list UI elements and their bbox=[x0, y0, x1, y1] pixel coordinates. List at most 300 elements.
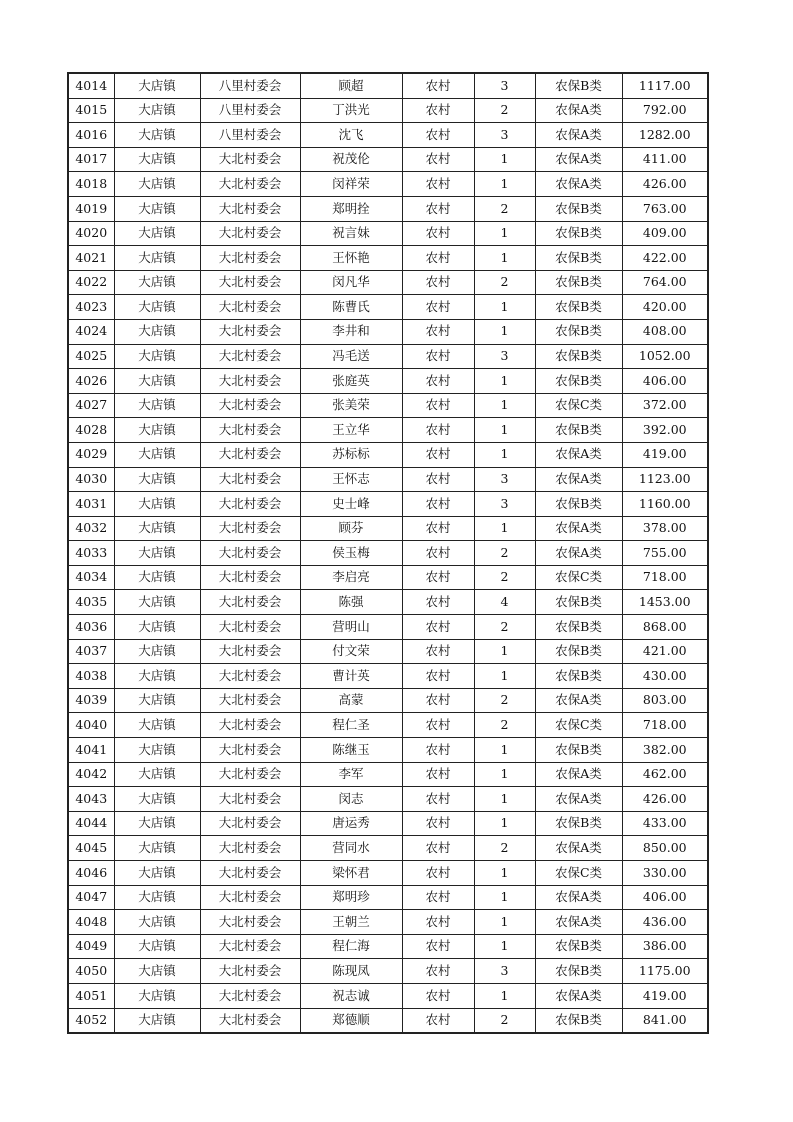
amount-cell: 436.00 bbox=[622, 910, 708, 935]
town-cell: 大店镇 bbox=[114, 738, 200, 763]
table-row bbox=[68, 811, 708, 836]
name-cell: 闵祥荣 bbox=[300, 172, 402, 197]
name-cell: 闵凡华 bbox=[300, 270, 402, 295]
name-cell: 王朝兰 bbox=[300, 910, 402, 935]
record-id-cell: 4048 bbox=[68, 910, 114, 935]
insurance-category-cell: 农保B类 bbox=[535, 196, 622, 221]
household-count-cell: 4 bbox=[474, 590, 535, 615]
insurance-category-cell: 农保B类 bbox=[535, 73, 622, 98]
town-cell: 大店镇 bbox=[114, 246, 200, 271]
insurance-category-cell: 农保B类 bbox=[535, 934, 622, 959]
table-row bbox=[68, 590, 708, 615]
record-id-cell: 4030 bbox=[68, 467, 114, 492]
household-count-cell: 2 bbox=[474, 688, 535, 713]
village-committee-cell: 大北村委会 bbox=[200, 861, 300, 886]
insurance-category-cell: 农保B类 bbox=[535, 664, 622, 689]
town-cell: 大店镇 bbox=[114, 565, 200, 590]
insurance-category-cell: 农保A类 bbox=[535, 172, 622, 197]
record-id-cell: 4020 bbox=[68, 221, 114, 246]
insurance-category-cell: 农保B类 bbox=[535, 221, 622, 246]
area-type-cell: 农村 bbox=[402, 959, 474, 984]
town-cell: 大店镇 bbox=[114, 319, 200, 344]
insurance-category-cell: 农保A类 bbox=[535, 885, 622, 910]
record-id-cell: 4015 bbox=[68, 98, 114, 123]
amount-cell: 764.00 bbox=[622, 270, 708, 295]
record-id-cell: 4034 bbox=[68, 565, 114, 590]
record-id-cell: 4029 bbox=[68, 442, 114, 467]
household-count-cell: 3 bbox=[474, 123, 535, 148]
amount-cell: 408.00 bbox=[622, 319, 708, 344]
household-count-cell: 3 bbox=[474, 492, 535, 517]
household-count-cell: 3 bbox=[474, 73, 535, 98]
amount-cell: 1160.00 bbox=[622, 492, 708, 517]
amount-cell: 419.00 bbox=[622, 983, 708, 1008]
town-cell: 大店镇 bbox=[114, 393, 200, 418]
table-row bbox=[68, 295, 708, 320]
name-cell: 程仁圣 bbox=[300, 713, 402, 738]
town-cell: 大店镇 bbox=[114, 147, 200, 172]
village-committee-cell: 大北村委会 bbox=[200, 147, 300, 172]
amount-cell: 868.00 bbox=[622, 615, 708, 640]
village-committee-cell: 大北村委会 bbox=[200, 615, 300, 640]
table-row bbox=[68, 492, 708, 517]
name-cell: 李启亮 bbox=[300, 565, 402, 590]
insurance-category-cell: 农保B类 bbox=[535, 639, 622, 664]
insurance-category-cell: 农保A类 bbox=[535, 123, 622, 148]
insurance-category-cell: 农保B类 bbox=[535, 369, 622, 394]
household-count-cell: 1 bbox=[474, 442, 535, 467]
name-cell: 祝言妹 bbox=[300, 221, 402, 246]
insurance-category-cell: 农保C类 bbox=[535, 713, 622, 738]
amount-cell: 430.00 bbox=[622, 664, 708, 689]
town-cell: 大店镇 bbox=[114, 369, 200, 394]
amount-cell: 420.00 bbox=[622, 295, 708, 320]
name-cell: 王立华 bbox=[300, 418, 402, 443]
village-committee-cell: 大北村委会 bbox=[200, 910, 300, 935]
village-committee-cell: 大北村委会 bbox=[200, 221, 300, 246]
village-committee-cell: 大北村委会 bbox=[200, 688, 300, 713]
table-row bbox=[68, 147, 708, 172]
village-committee-cell: 大北村委会 bbox=[200, 934, 300, 959]
town-cell: 大店镇 bbox=[114, 664, 200, 689]
household-count-cell: 2 bbox=[474, 615, 535, 640]
name-cell: 李军 bbox=[300, 762, 402, 787]
household-count-cell: 1 bbox=[474, 172, 535, 197]
insurance-category-cell: 农保A类 bbox=[535, 836, 622, 861]
town-cell: 大店镇 bbox=[114, 541, 200, 566]
village-committee-cell: 大北村委会 bbox=[200, 565, 300, 590]
name-cell: 苏标标 bbox=[300, 442, 402, 467]
insurance-category-cell: 农保A类 bbox=[535, 787, 622, 812]
amount-cell: 1052.00 bbox=[622, 344, 708, 369]
insurance-category-cell: 农保C类 bbox=[535, 393, 622, 418]
record-id-cell: 4014 bbox=[68, 73, 114, 98]
area-type-cell: 农村 bbox=[402, 885, 474, 910]
name-cell: 郑明珍 bbox=[300, 885, 402, 910]
name-cell: 丁洪光 bbox=[300, 98, 402, 123]
village-committee-cell: 大北村委会 bbox=[200, 885, 300, 910]
amount-cell: 850.00 bbox=[622, 836, 708, 861]
amount-cell: 1117.00 bbox=[622, 73, 708, 98]
record-id-cell: 4051 bbox=[68, 983, 114, 1008]
name-cell: 冯毛送 bbox=[300, 344, 402, 369]
area-type-cell: 农村 bbox=[402, 369, 474, 394]
area-type-cell: 农村 bbox=[402, 172, 474, 197]
town-cell: 大店镇 bbox=[114, 442, 200, 467]
table-row bbox=[68, 221, 708, 246]
area-type-cell: 农村 bbox=[402, 246, 474, 271]
town-cell: 大店镇 bbox=[114, 73, 200, 98]
household-count-cell: 1 bbox=[474, 393, 535, 418]
village-committee-cell: 大北村委会 bbox=[200, 541, 300, 566]
record-id-cell: 4044 bbox=[68, 811, 114, 836]
household-count-cell: 1 bbox=[474, 934, 535, 959]
name-cell: 陈继玉 bbox=[300, 738, 402, 763]
village-committee-cell: 大北村委会 bbox=[200, 270, 300, 295]
record-id-cell: 4031 bbox=[68, 492, 114, 517]
household-count-cell: 2 bbox=[474, 541, 535, 566]
record-id-cell: 4040 bbox=[68, 713, 114, 738]
household-count-cell: 2 bbox=[474, 270, 535, 295]
record-id-cell: 4018 bbox=[68, 172, 114, 197]
amount-cell: 1453.00 bbox=[622, 590, 708, 615]
name-cell: 李井和 bbox=[300, 319, 402, 344]
record-id-cell: 4024 bbox=[68, 319, 114, 344]
amount-cell: 421.00 bbox=[622, 639, 708, 664]
village-committee-cell: 大北村委会 bbox=[200, 787, 300, 812]
area-type-cell: 农村 bbox=[402, 196, 474, 221]
table-row bbox=[68, 787, 708, 812]
area-type-cell: 农村 bbox=[402, 738, 474, 763]
village-committee-cell: 大北村委会 bbox=[200, 590, 300, 615]
household-count-cell: 2 bbox=[474, 98, 535, 123]
village-committee-cell: 大北村委会 bbox=[200, 196, 300, 221]
table-row bbox=[68, 861, 708, 886]
record-id-cell: 4023 bbox=[68, 295, 114, 320]
insurance-category-cell: 农保A类 bbox=[535, 762, 622, 787]
amount-cell: 792.00 bbox=[622, 98, 708, 123]
household-count-cell: 3 bbox=[474, 959, 535, 984]
area-type-cell: 农村 bbox=[402, 615, 474, 640]
amount-cell: 433.00 bbox=[622, 811, 708, 836]
record-id-cell: 4019 bbox=[68, 196, 114, 221]
amount-cell: 1282.00 bbox=[622, 123, 708, 148]
household-count-cell: 1 bbox=[474, 910, 535, 935]
area-type-cell: 农村 bbox=[402, 934, 474, 959]
area-type-cell: 农村 bbox=[402, 221, 474, 246]
town-cell: 大店镇 bbox=[114, 811, 200, 836]
area-type-cell: 农村 bbox=[402, 787, 474, 812]
area-type-cell: 农村 bbox=[402, 713, 474, 738]
amount-cell: 406.00 bbox=[622, 885, 708, 910]
amount-cell: 386.00 bbox=[622, 934, 708, 959]
area-type-cell: 农村 bbox=[402, 1008, 474, 1033]
area-type-cell: 农村 bbox=[402, 270, 474, 295]
town-cell: 大店镇 bbox=[114, 983, 200, 1008]
amount-cell: 330.00 bbox=[622, 861, 708, 886]
insurance-category-cell: 农保B类 bbox=[535, 319, 622, 344]
table-row bbox=[68, 836, 708, 861]
insurance-category-cell: 农保B类 bbox=[535, 295, 622, 320]
table-row bbox=[68, 983, 708, 1008]
table-row bbox=[68, 688, 708, 713]
name-cell: 高蒙 bbox=[300, 688, 402, 713]
village-committee-cell: 大北村委会 bbox=[200, 369, 300, 394]
town-cell: 大店镇 bbox=[114, 910, 200, 935]
town-cell: 大店镇 bbox=[114, 492, 200, 517]
household-count-cell: 1 bbox=[474, 664, 535, 689]
table-row bbox=[68, 664, 708, 689]
insurance-category-cell: 农保A类 bbox=[535, 467, 622, 492]
village-committee-cell: 大北村委会 bbox=[200, 418, 300, 443]
table-row bbox=[68, 959, 708, 984]
record-id-cell: 4025 bbox=[68, 344, 114, 369]
insurance-category-cell: 农保B类 bbox=[535, 959, 622, 984]
name-cell: 郑明拴 bbox=[300, 196, 402, 221]
area-type-cell: 农村 bbox=[402, 98, 474, 123]
amount-cell: 426.00 bbox=[622, 172, 708, 197]
area-type-cell: 农村 bbox=[402, 762, 474, 787]
name-cell: 郑德顺 bbox=[300, 1008, 402, 1033]
record-id-cell: 4037 bbox=[68, 639, 114, 664]
roster-table bbox=[67, 72, 709, 1034]
amount-cell: 406.00 bbox=[622, 369, 708, 394]
record-id-cell: 4039 bbox=[68, 688, 114, 713]
name-cell: 王怀志 bbox=[300, 467, 402, 492]
town-cell: 大店镇 bbox=[114, 713, 200, 738]
village-committee-cell: 大北村委会 bbox=[200, 983, 300, 1008]
name-cell: 付文荣 bbox=[300, 639, 402, 664]
record-id-cell: 4028 bbox=[68, 418, 114, 443]
town-cell: 大店镇 bbox=[114, 787, 200, 812]
record-id-cell: 4017 bbox=[68, 147, 114, 172]
town-cell: 大店镇 bbox=[114, 639, 200, 664]
table-row bbox=[68, 910, 708, 935]
table-row bbox=[68, 73, 708, 98]
insurance-category-cell: 农保B类 bbox=[535, 270, 622, 295]
household-count-cell: 2 bbox=[474, 713, 535, 738]
household-count-cell: 1 bbox=[474, 418, 535, 443]
household-count-cell: 1 bbox=[474, 319, 535, 344]
table-row bbox=[68, 369, 708, 394]
area-type-cell: 农村 bbox=[402, 147, 474, 172]
name-cell: 张美荣 bbox=[300, 393, 402, 418]
record-id-cell: 4052 bbox=[68, 1008, 114, 1033]
town-cell: 大店镇 bbox=[114, 418, 200, 443]
village-committee-cell: 大北村委会 bbox=[200, 738, 300, 763]
amount-cell: 718.00 bbox=[622, 565, 708, 590]
household-count-cell: 2 bbox=[474, 565, 535, 590]
record-id-cell: 4021 bbox=[68, 246, 114, 271]
table-row bbox=[68, 565, 708, 590]
household-count-cell: 1 bbox=[474, 147, 535, 172]
insurance-category-cell: 农保A类 bbox=[535, 516, 622, 541]
table-row bbox=[68, 442, 708, 467]
table-row bbox=[68, 246, 708, 271]
record-id-cell: 4026 bbox=[68, 369, 114, 394]
name-cell: 唐运秀 bbox=[300, 811, 402, 836]
household-count-cell: 1 bbox=[474, 762, 535, 787]
village-committee-cell: 大北村委会 bbox=[200, 516, 300, 541]
table-row bbox=[68, 418, 708, 443]
amount-cell: 1175.00 bbox=[622, 959, 708, 984]
name-cell: 顾芬 bbox=[300, 516, 402, 541]
record-id-cell: 4016 bbox=[68, 123, 114, 148]
name-cell: 陈强 bbox=[300, 590, 402, 615]
table-row bbox=[68, 98, 708, 123]
area-type-cell: 农村 bbox=[402, 688, 474, 713]
town-cell: 大店镇 bbox=[114, 196, 200, 221]
table-row bbox=[68, 885, 708, 910]
insurance-category-cell: 农保B类 bbox=[535, 492, 622, 517]
area-type-cell: 农村 bbox=[402, 861, 474, 886]
insurance-category-cell: 农保A类 bbox=[535, 147, 622, 172]
table-row bbox=[68, 467, 708, 492]
table-row bbox=[68, 172, 708, 197]
area-type-cell: 农村 bbox=[402, 983, 474, 1008]
amount-cell: 422.00 bbox=[622, 246, 708, 271]
amount-cell: 372.00 bbox=[622, 393, 708, 418]
village-committee-cell: 大北村委会 bbox=[200, 492, 300, 517]
table-row bbox=[68, 1008, 708, 1033]
insurance-category-cell: 农保A类 bbox=[535, 688, 622, 713]
record-id-cell: 4043 bbox=[68, 787, 114, 812]
name-cell: 顾超 bbox=[300, 73, 402, 98]
insurance-category-cell: 农保A类 bbox=[535, 910, 622, 935]
amount-cell: 462.00 bbox=[622, 762, 708, 787]
household-count-cell: 1 bbox=[474, 861, 535, 886]
household-count-cell: 1 bbox=[474, 983, 535, 1008]
household-count-cell: 1 bbox=[474, 787, 535, 812]
record-id-cell: 4041 bbox=[68, 738, 114, 763]
household-count-cell: 1 bbox=[474, 639, 535, 664]
area-type-cell: 农村 bbox=[402, 442, 474, 467]
amount-cell: 382.00 bbox=[622, 738, 708, 763]
household-count-cell: 2 bbox=[474, 196, 535, 221]
town-cell: 大店镇 bbox=[114, 270, 200, 295]
village-committee-cell: 大北村委会 bbox=[200, 664, 300, 689]
village-committee-cell: 大北村委会 bbox=[200, 762, 300, 787]
record-id-cell: 4045 bbox=[68, 836, 114, 861]
village-committee-cell: 八里村委会 bbox=[200, 98, 300, 123]
insurance-category-cell: 农保A类 bbox=[535, 983, 622, 1008]
table-row bbox=[68, 762, 708, 787]
village-committee-cell: 大北村委会 bbox=[200, 467, 300, 492]
town-cell: 大店镇 bbox=[114, 295, 200, 320]
village-committee-cell: 大北村委会 bbox=[200, 959, 300, 984]
insurance-category-cell: 农保B类 bbox=[535, 590, 622, 615]
town-cell: 大店镇 bbox=[114, 590, 200, 615]
area-type-cell: 农村 bbox=[402, 541, 474, 566]
town-cell: 大店镇 bbox=[114, 467, 200, 492]
town-cell: 大店镇 bbox=[114, 1008, 200, 1033]
name-cell: 曹计英 bbox=[300, 664, 402, 689]
village-committee-cell: 大北村委会 bbox=[200, 319, 300, 344]
name-cell: 史士峰 bbox=[300, 492, 402, 517]
household-count-cell: 1 bbox=[474, 369, 535, 394]
area-type-cell: 农村 bbox=[402, 664, 474, 689]
area-type-cell: 农村 bbox=[402, 295, 474, 320]
name-cell: 陈现凤 bbox=[300, 959, 402, 984]
name-cell: 梁怀君 bbox=[300, 861, 402, 886]
record-id-cell: 4032 bbox=[68, 516, 114, 541]
village-committee-cell: 大北村委会 bbox=[200, 1008, 300, 1033]
insurance-category-cell: 农保A类 bbox=[535, 541, 622, 566]
insurance-category-cell: 农保B类 bbox=[535, 418, 622, 443]
insurance-category-cell: 农保B类 bbox=[535, 344, 622, 369]
record-id-cell: 4027 bbox=[68, 393, 114, 418]
village-committee-cell: 大北村委会 bbox=[200, 811, 300, 836]
household-count-cell: 1 bbox=[474, 811, 535, 836]
name-cell: 王怀艳 bbox=[300, 246, 402, 271]
area-type-cell: 农村 bbox=[402, 393, 474, 418]
amount-cell: 426.00 bbox=[622, 787, 708, 812]
table-row bbox=[68, 319, 708, 344]
record-id-cell: 4047 bbox=[68, 885, 114, 910]
amount-cell: 841.00 bbox=[622, 1008, 708, 1033]
amount-cell: 378.00 bbox=[622, 516, 708, 541]
insurance-category-cell: 农保A类 bbox=[535, 98, 622, 123]
village-committee-cell: 大北村委会 bbox=[200, 836, 300, 861]
household-count-cell: 3 bbox=[474, 344, 535, 369]
village-committee-cell: 大北村委会 bbox=[200, 713, 300, 738]
household-count-cell: 3 bbox=[474, 467, 535, 492]
household-count-cell: 2 bbox=[474, 1008, 535, 1033]
insurance-category-cell: 农保B类 bbox=[535, 1008, 622, 1033]
village-committee-cell: 大北村委会 bbox=[200, 295, 300, 320]
area-type-cell: 农村 bbox=[402, 565, 474, 590]
area-type-cell: 农村 bbox=[402, 467, 474, 492]
name-cell: 陈曹氏 bbox=[300, 295, 402, 320]
household-count-cell: 1 bbox=[474, 246, 535, 271]
record-id-cell: 4033 bbox=[68, 541, 114, 566]
village-committee-cell: 大北村委会 bbox=[200, 172, 300, 197]
household-count-cell: 1 bbox=[474, 295, 535, 320]
village-committee-cell: 大北村委会 bbox=[200, 393, 300, 418]
name-cell: 祝志诚 bbox=[300, 983, 402, 1008]
name-cell: 营明山 bbox=[300, 615, 402, 640]
town-cell: 大店镇 bbox=[114, 934, 200, 959]
household-count-cell: 1 bbox=[474, 885, 535, 910]
village-committee-cell: 大北村委会 bbox=[200, 442, 300, 467]
name-cell: 程仁海 bbox=[300, 934, 402, 959]
household-count-cell: 1 bbox=[474, 738, 535, 763]
amount-cell: 411.00 bbox=[622, 147, 708, 172]
area-type-cell: 农村 bbox=[402, 516, 474, 541]
village-committee-cell: 大北村委会 bbox=[200, 639, 300, 664]
town-cell: 大店镇 bbox=[114, 123, 200, 148]
record-id-cell: 4042 bbox=[68, 762, 114, 787]
area-type-cell: 农村 bbox=[402, 344, 474, 369]
village-committee-cell: 八里村委会 bbox=[200, 73, 300, 98]
record-id-cell: 4022 bbox=[68, 270, 114, 295]
town-cell: 大店镇 bbox=[114, 516, 200, 541]
table-row bbox=[68, 516, 708, 541]
insurance-category-cell: 农保B类 bbox=[535, 738, 622, 763]
town-cell: 大店镇 bbox=[114, 615, 200, 640]
name-cell: 张庭英 bbox=[300, 369, 402, 394]
area-type-cell: 农村 bbox=[402, 836, 474, 861]
area-type-cell: 农村 bbox=[402, 123, 474, 148]
town-cell: 大店镇 bbox=[114, 98, 200, 123]
table-row bbox=[68, 639, 708, 664]
area-type-cell: 农村 bbox=[402, 811, 474, 836]
insurance-category-cell: 农保A类 bbox=[535, 442, 622, 467]
town-cell: 大店镇 bbox=[114, 959, 200, 984]
record-id-cell: 4046 bbox=[68, 861, 114, 886]
village-committee-cell: 大北村委会 bbox=[200, 246, 300, 271]
table-row bbox=[68, 196, 708, 221]
